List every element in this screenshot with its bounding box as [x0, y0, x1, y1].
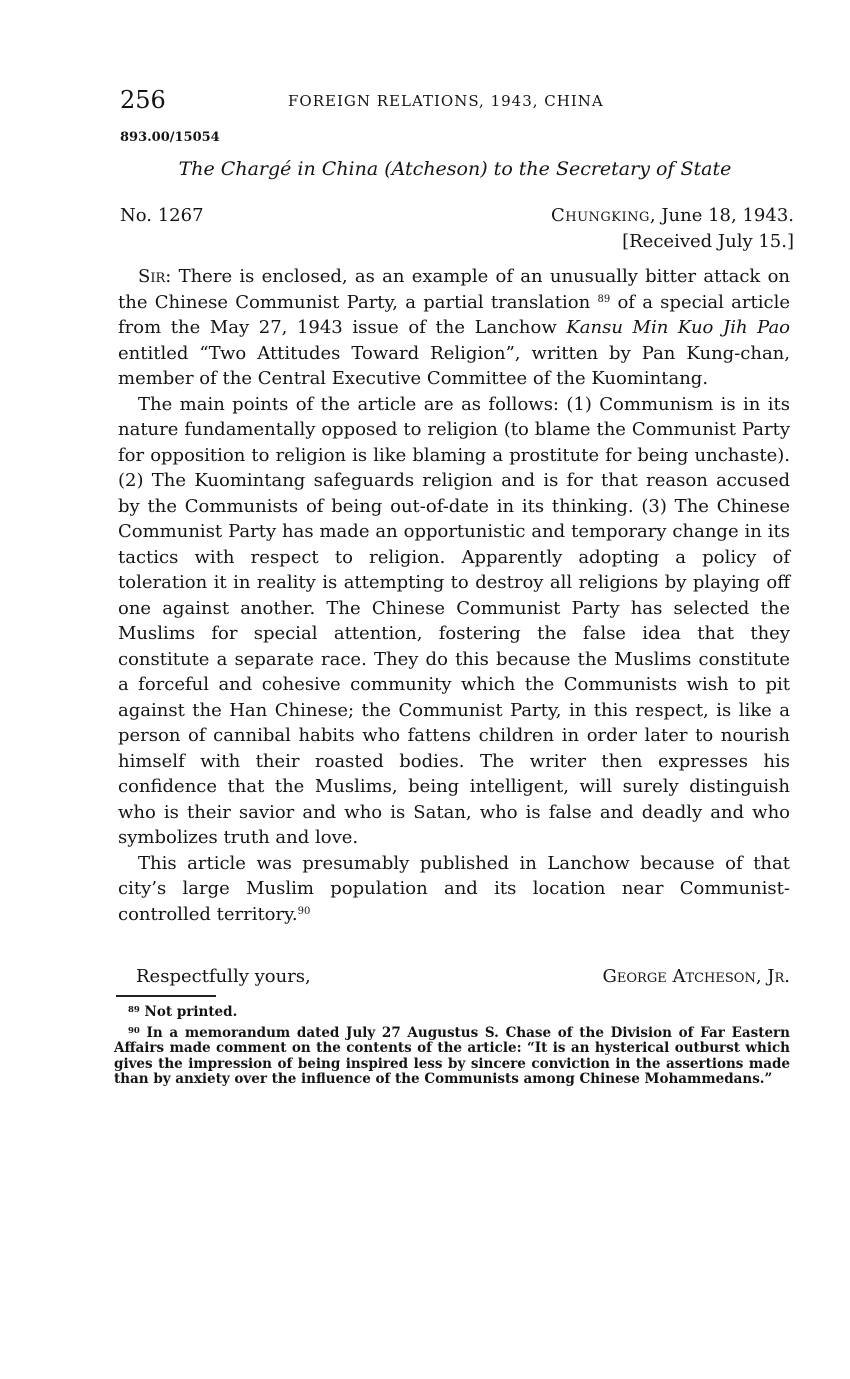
page-number: 256 — [120, 86, 166, 114]
paragraph-3 — [118, 851, 790, 928]
footnote-text: Not printed. — [144, 1004, 238, 1020]
closing — [118, 966, 790, 992]
footnote-divider — [116, 995, 216, 997]
publication-name: Kansu Min Kuo Jih Pao — [566, 317, 791, 338]
paragraph-1 — [118, 264, 790, 392]
paragraph-1-text-a: : There is enclosed, as an example of an unusually bitter attack on the Chinese Communist Party, a partial translation — [118, 266, 790, 313]
paragraph-1-text-c: entitled “Two Attitudes Toward Religion”, written by Pan Kung-chan, member of the Central Executive Committee of the Kuomintang. — [118, 342, 790, 389]
paragraph-3-text: This article was presumably published in Lanchow because of that city’s large Muslim population and its location near Communist-controlled territory. — [118, 852, 790, 925]
salutation: Sir — [138, 266, 166, 287]
signature: George Atcheson, Jr. — [602, 966, 790, 987]
received-date: [Received July 15.] — [622, 231, 794, 252]
paragraph-2: The main points of the article are as follows: (1) Communism is in its nature fundamentally opposed to religion (to blame the Communist Party for opposition to religion is like blaming a prostitute for being unchaste). (2) The Kuomintang safeguards religion and is for that reason accused by the Communists of being out-of-date in its thinking. (3) The Chinese Communist Party has made an opportunistic and temporary change in its tactics with respect to religion. Apparently adopting a policy of toleration it in reality is attempting to destroy all religions by playing off one against another. The Chinese Communist Party has selected the Muslims for special attention, fostering the false idea that they constitute a separate race. They do this because the Muslims constitute a forceful and cohesive community which the Communists wish to pit against the Han Chinese; the Communist Party, in this respect, is like a person of cannibal habits who fattens children in order later to nourish himself with their roasted bodies. The writer then expresses his confidence that the Muslims, being intelligent, will surely distinguish who is their savior and who is Satan, who is false and deadly and who symbolizes truth and love. — [118, 393, 790, 848]
footnote-89 — [114, 1003, 790, 1021]
letter-body — [118, 264, 790, 927]
footnote-90 — [114, 1024, 790, 1088]
footnote-ref-90: 90 — [297, 905, 311, 917]
running-head — [120, 86, 790, 116]
complimentary-close: Respectfully yours, — [136, 966, 311, 987]
footnote-mark: 90 — [128, 1025, 140, 1036]
file-number: 893.00/15054 — [120, 130, 220, 145]
dateline — [551, 205, 794, 226]
dateline-place: Chungking — [550, 205, 650, 226]
footnote-ref-89: 89 — [597, 293, 611, 305]
document-title: The Chargé in China (Atcheson) to the Secretary of State — [178, 158, 732, 180]
footnote-text: In a memorandum dated July 27 Augustus S. Chase of the Division of Far Eastern Affairs made comment on the contents of the article: “It is an hysterical outburst which gives the impression of being inspired less by sincere conviction in the assertions made than by anxiety over the influence of the Communists among Chinese Mohammedans.” — [114, 1024, 790, 1087]
document-number: No. 1267 — [120, 205, 204, 226]
paragraph-1-text-b: of a special article from the May 27, 1943 issue of the Lanchow — [118, 291, 790, 338]
footnotes — [114, 1003, 790, 1091]
dateline-date: , June 18, 1943. — [649, 205, 794, 226]
running-title: FOREIGN RELATIONS, 1943, CHINA — [288, 92, 604, 110]
footnote-mark: 89 — [128, 1005, 140, 1015]
